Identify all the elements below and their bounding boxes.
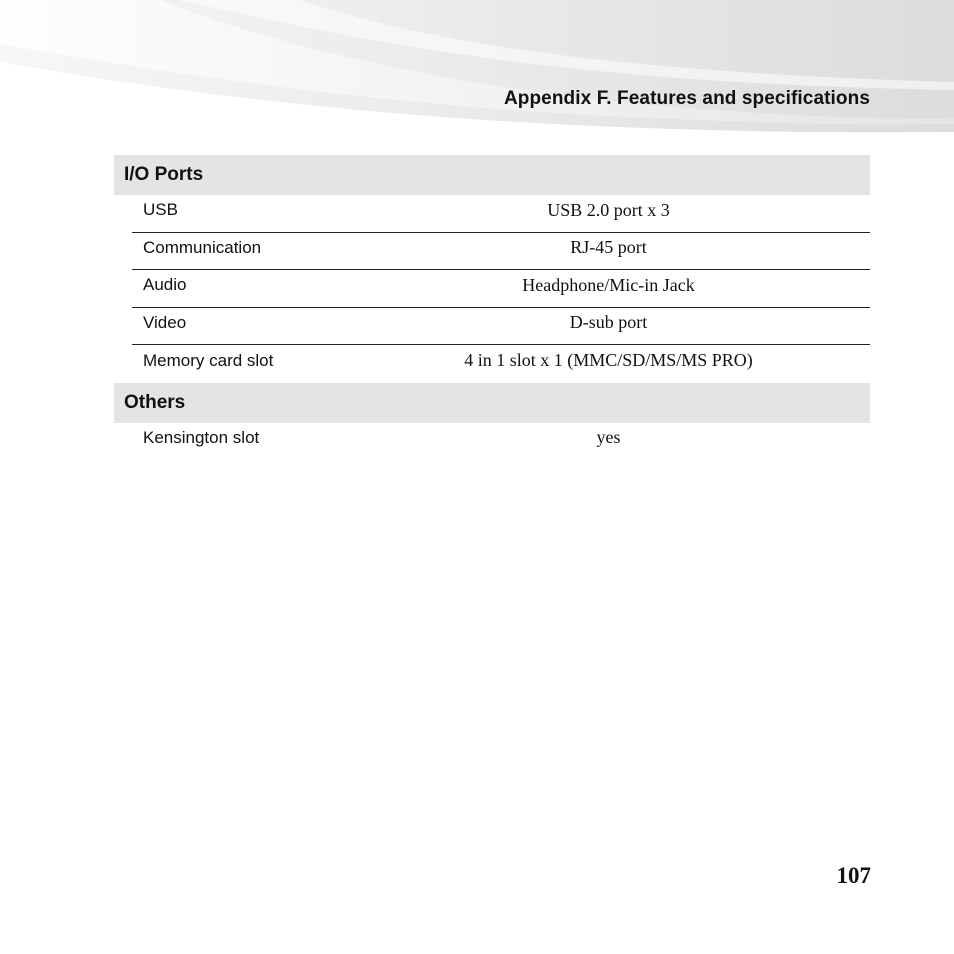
spec-value: 4 in 1 slot x 1 (MMC/SD/MS/MS PRO) bbox=[464, 350, 753, 371]
spec-row-memory-card-slot bbox=[132, 345, 870, 383]
spec-value: D-sub port bbox=[569, 312, 648, 333]
spec-row-kensington-slot bbox=[132, 423, 870, 459]
spec-label: Video bbox=[143, 312, 187, 332]
spec-label: Communication bbox=[143, 237, 262, 257]
spec-label: USB bbox=[143, 200, 178, 220]
spec-label: Audio bbox=[143, 275, 187, 295]
spec-value: RJ-45 port bbox=[570, 237, 647, 258]
spec-row-usb bbox=[132, 195, 870, 233]
page-header-title: Appendix F. Features and specifications bbox=[503, 88, 870, 109]
spec-value: Headphone/Mic-in Jack bbox=[522, 274, 695, 295]
spec-value: USB 2.0 port x 3 bbox=[547, 199, 670, 220]
section-header-others: Others bbox=[114, 383, 870, 423]
spec-label: Kensington slot bbox=[143, 427, 260, 447]
page-number: 107 bbox=[836, 863, 871, 888]
header-swoosh-graphic bbox=[0, 0, 954, 140]
spec-row-audio bbox=[132, 270, 870, 308]
spec-value: yes bbox=[596, 427, 621, 447]
spec-table bbox=[114, 155, 870, 459]
spec-label: Memory card slot bbox=[143, 350, 274, 370]
spec-row-communication bbox=[132, 233, 870, 271]
section-header-io-ports: I/O Ports bbox=[114, 155, 870, 195]
spec-row-video bbox=[132, 308, 870, 346]
